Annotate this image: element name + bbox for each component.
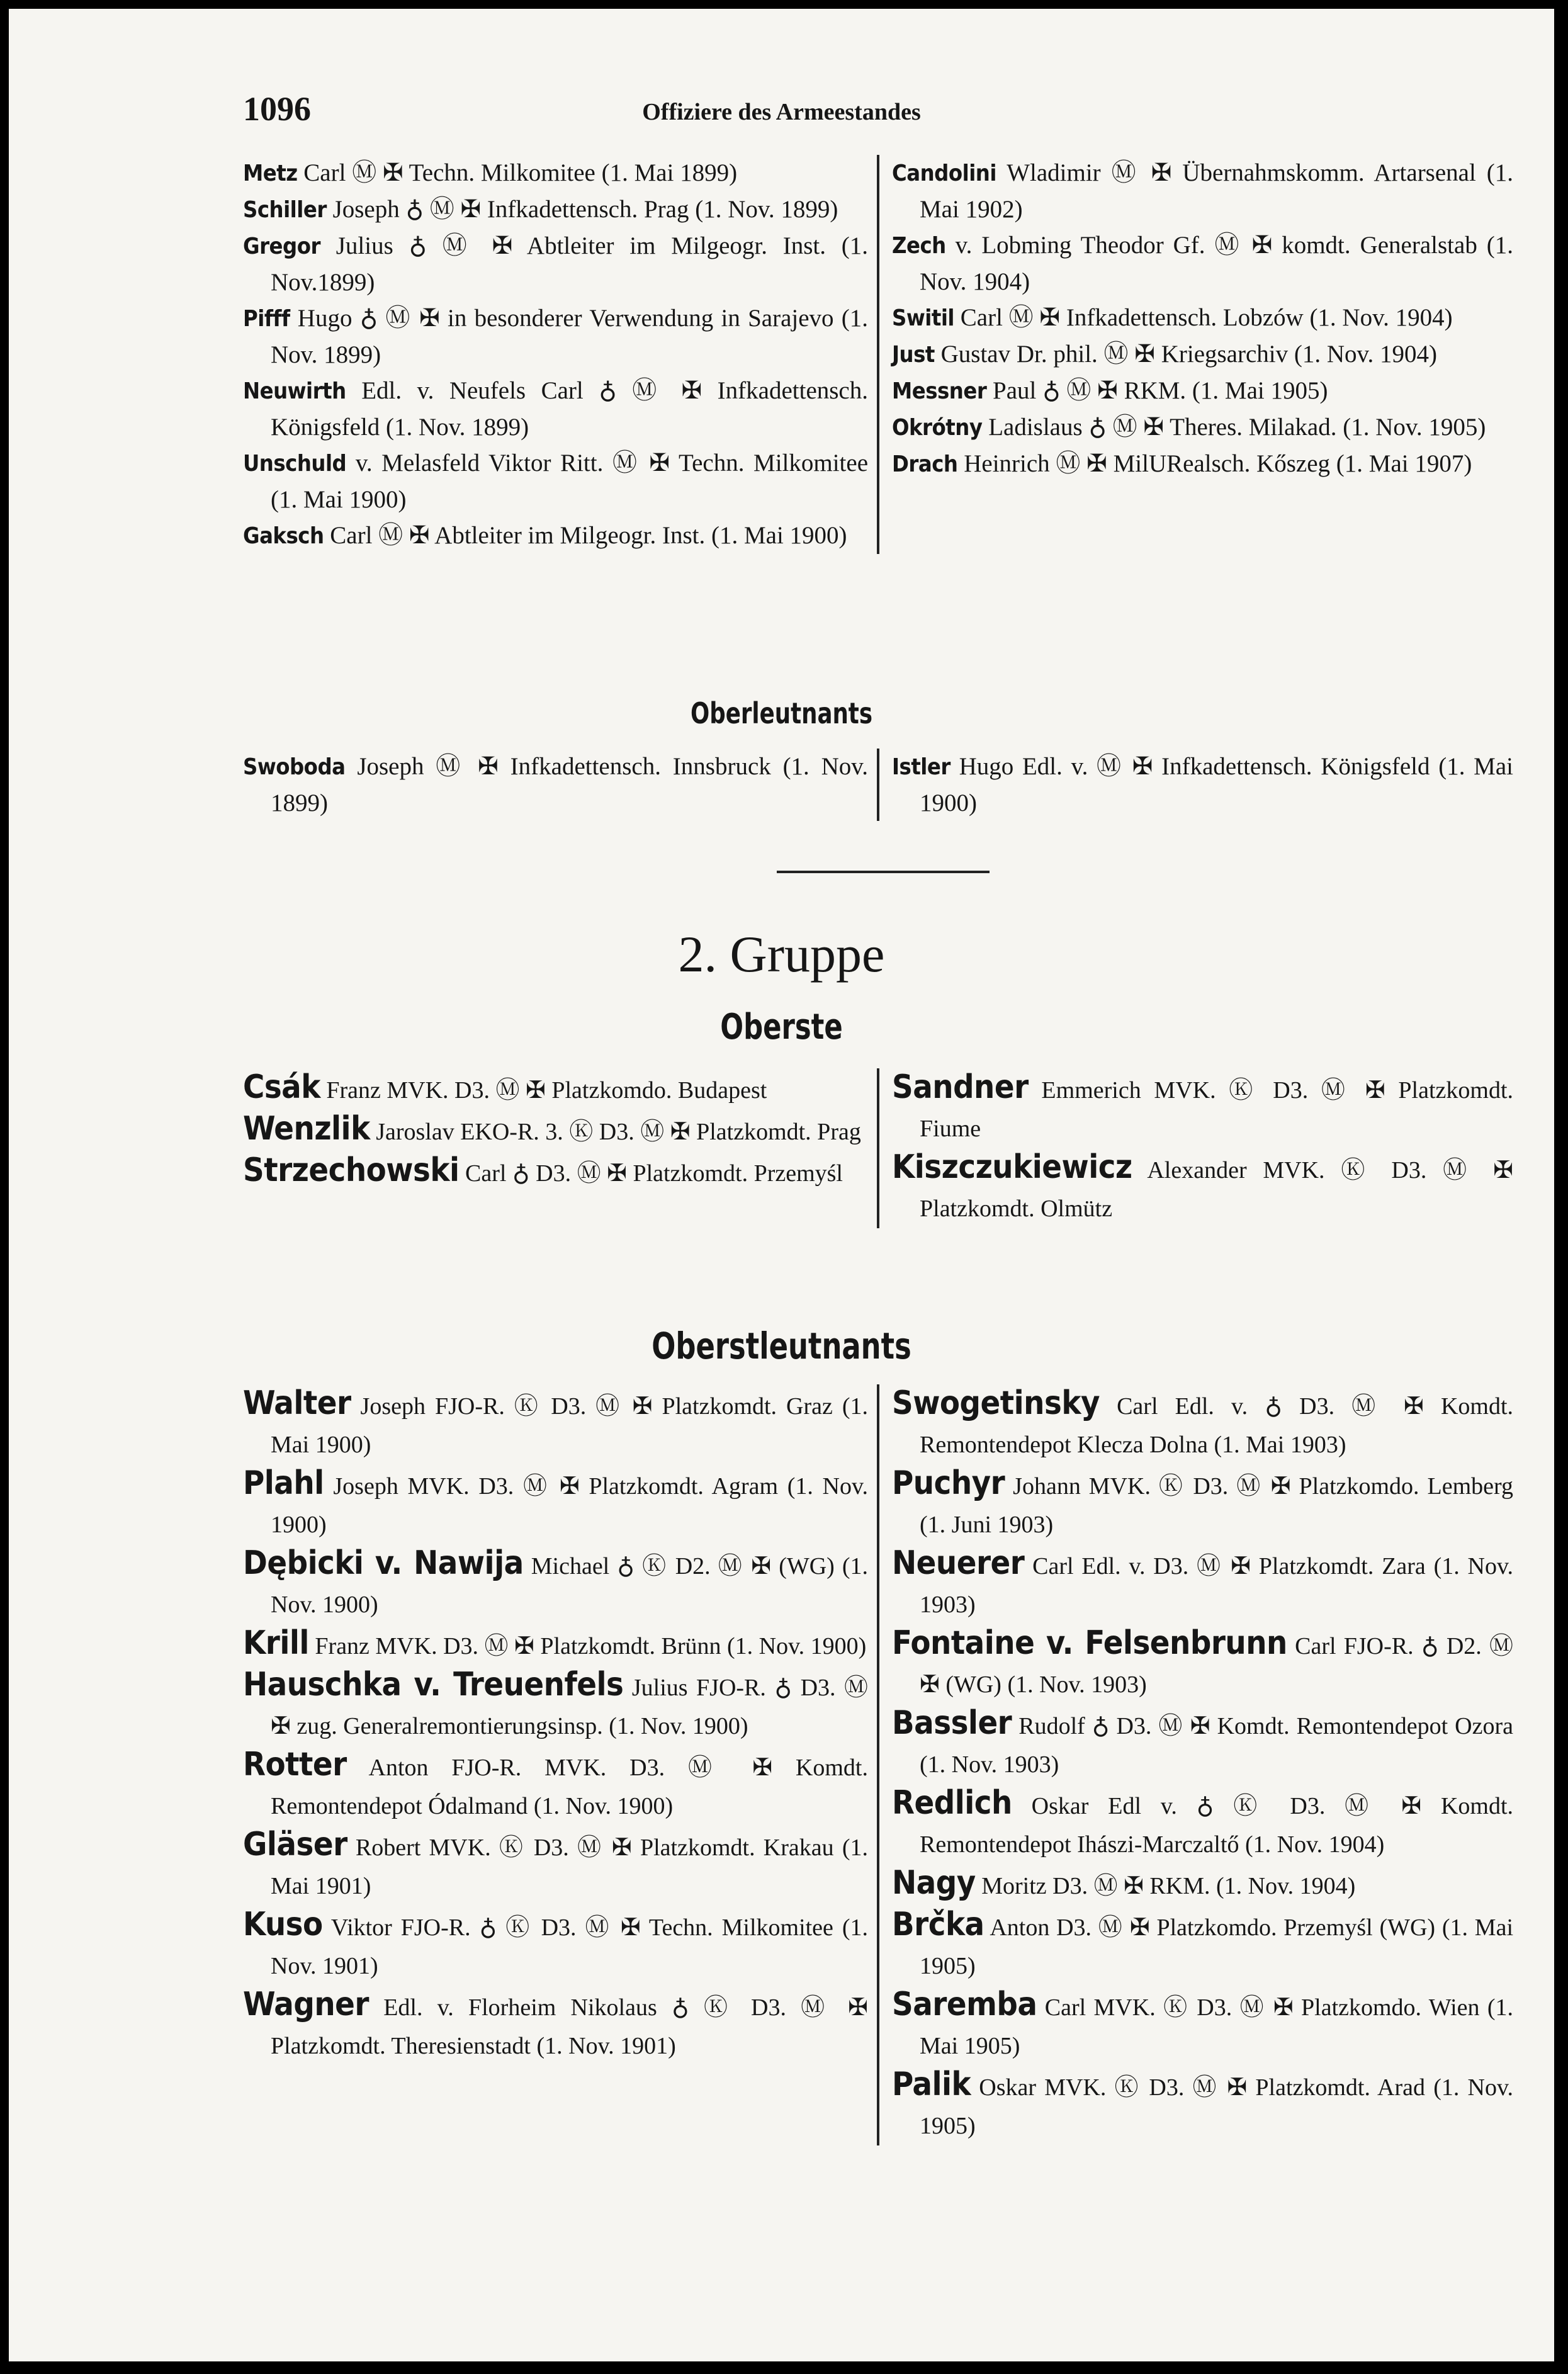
officer-details: Wladimir Ⓜ ✠ Übernahmskomm. Artarsenal (1. Mai 1902) — [920, 159, 1513, 223]
officer-details: Joseph Ⓜ ✠ Infkadettensch. Innsbruck (1. Nov. 1899) — [271, 753, 868, 817]
roster-entry — [243, 749, 868, 821]
section-rule — [777, 871, 990, 873]
officer-surname: Messner — [892, 378, 987, 404]
right-column — [879, 155, 1513, 554]
roster-entry — [892, 1624, 1513, 1704]
roster-entry — [243, 1384, 868, 1464]
roster-entry — [243, 1826, 868, 1906]
officer-surname: Dębicki v. Nawija — [243, 1544, 524, 1582]
officer-surname: Strzechowski — [243, 1151, 460, 1189]
officer-surname: Gregor — [243, 234, 320, 259]
officer-details: Hugo ♁ Ⓜ ✠ in besonderer Verwendung in Sarajevo (1. Nov. 1899) — [271, 305, 868, 368]
roster-entry — [892, 1864, 1513, 1906]
officer-details: Oskar MVK. Ⓚ D3. Ⓜ ✠ Platzkomdt. Arad (1. Nov. 1905) — [920, 2074, 1513, 2139]
left-column — [243, 1068, 877, 1228]
officer-surname: Drach — [892, 451, 958, 477]
roster-entry — [892, 1986, 1513, 2066]
officer-surname: Unschuld — [243, 451, 347, 477]
officer-details: Robert MVK. Ⓚ D3. Ⓜ ✠ Platzkomdt. Krakau (1. Mai 1901) — [271, 1834, 868, 1899]
officer-details: Ladislaus ♁ Ⓜ ✠ Theres. Milakad. (1. Nov. 1905) — [988, 414, 1486, 441]
officer-details: Paul ♁ Ⓜ ✠ RKM. (1. Mai 1905) — [993, 377, 1328, 404]
section-heading-oberleutnants: Oberleutnants — [690, 696, 873, 730]
roster-entry — [892, 1906, 1513, 1986]
officer-surname: Puchyr — [892, 1464, 1005, 1502]
running-head: Offiziere des Armeestandes — [642, 99, 921, 125]
left-column — [243, 155, 877, 554]
roster-entry — [892, 749, 1513, 821]
roster-entry — [892, 155, 1513, 227]
officer-details: Emmerich MVK. Ⓚ D3. Ⓜ ✠ Platzkomdt. Fiume — [920, 1077, 1514, 1142]
officer-surname: Wagner — [243, 1986, 369, 2023]
officer-surname: Redlich — [892, 1784, 1012, 1822]
roster-entry — [243, 1746, 868, 1826]
officer-details: Oskar Edl v. ♁ Ⓚ D3. Ⓜ ✠ Komdt. Remontendepot Ihászi-Marczaltő (1. Nov. 1904) — [920, 1793, 1514, 1858]
roster-entry — [243, 373, 868, 445]
officer-surname: Sandner — [892, 1068, 1029, 1106]
roster-entry — [892, 1544, 1513, 1624]
section-heading-oberste: Oberste — [720, 1007, 843, 1048]
officer-details: Edl. v. Florheim Nikolaus ♁ Ⓚ D3. Ⓜ ✠ Platzkomdt. Theresienstadt (1. Nov. 1901) — [271, 1994, 869, 2059]
officer-details: Anton FJO-R. MVK. D3. Ⓜ ✠ Komdt. Remontendepot Ódalmand (1. Nov. 1900) — [271, 1755, 868, 1819]
officer-surname: Just — [892, 342, 935, 368]
officer-surname: Istler — [892, 754, 950, 780]
officer-details: Carl Ⓜ ✠ Abtleiter im Milgeogr. Inst. (1. Mai 1900) — [330, 522, 847, 549]
section-leutnants-list — [243, 155, 1513, 554]
section-oberstleutnants-list — [243, 1384, 1513, 2145]
officer-surname: Kuso — [243, 1906, 323, 1943]
officer-details: Viktor FJO-R. ♁ Ⓚ D3. Ⓜ ✠ Techn. Milkomitee (1. Nov. 1901) — [271, 1914, 868, 1979]
officer-surname: Gaksch — [243, 523, 324, 549]
officer-details: Joseph FJO-R. Ⓚ D3. Ⓜ ✠ Platzkomdt. Graz (1. Mai 1900) — [271, 1393, 869, 1458]
officer-details: Joseph ♁ Ⓜ ✠ Infkadettensch. Prag (1. Nov. 1899) — [332, 196, 838, 223]
right-column — [879, 1068, 1513, 1228]
officer-surname: Swogetinsky — [892, 1384, 1100, 1422]
officer-details: Heinrich Ⓜ ✠ MilURealsch. Kőszeg (1. Mai 1907) — [964, 450, 1472, 477]
group-heading: 2. Gruppe — [678, 925, 885, 983]
roster-entry — [243, 445, 868, 517]
officer-details: Carl Edl. v. ♁ D3. Ⓜ ✠ Komdt. Remontendepot Klecza Dolna (1. Mai 1903) — [920, 1393, 1514, 1458]
section-oberste-list — [243, 1068, 1513, 1228]
officer-details: Michael ♁ Ⓚ D2. Ⓜ ✠ (WG) (1. Nov. 1900) — [271, 1553, 869, 1618]
officer-surname: Neuerer — [892, 1544, 1025, 1582]
officer-surname: Swoboda — [243, 754, 346, 780]
right-column — [879, 749, 1513, 821]
roster-entry — [892, 1784, 1513, 1864]
roster-entry — [243, 1464, 868, 1544]
officer-surname: Hauschka v. Treuenfels — [243, 1666, 624, 1704]
officer-surname: Schiller — [243, 197, 327, 223]
roster-entry — [892, 1704, 1513, 1784]
officer-details: Carl Ⓜ ✠ Techn. Milkomitee (1. Mai 1899) — [303, 159, 738, 186]
officer-details: Carl Ⓜ ✠ Infkadettensch. Lobzów (1. Nov. 1904) — [960, 304, 1453, 331]
officer-details: Julius FJO-R. ♁ D3. Ⓜ ✠ zug. Generalremontierungsinsp. (1. Nov. 1900) — [271, 1675, 869, 1739]
roster-entry — [892, 300, 1513, 336]
officer-surname: Saremba — [892, 1986, 1037, 2023]
officer-surname: Krill — [243, 1624, 309, 1662]
roster-entry — [243, 228, 868, 300]
roster-entry — [892, 1148, 1513, 1228]
officer-details: Jaroslav EKO-R. 3. Ⓚ D3. Ⓜ ✠ Platzkomdt. Prag — [376, 1119, 861, 1145]
roster-entry — [243, 1068, 868, 1110]
officer-details: Alexander MVK. Ⓚ D3. Ⓜ ✠ Platzkomdt. Olmütz — [920, 1157, 1513, 1222]
officer-surname: Kiszczukiewicz — [892, 1148, 1132, 1186]
officer-details: v. Melasfeld Viktor Ritt. Ⓜ ✠ Techn. Milkomitee (1. Mai 1900) — [271, 449, 869, 513]
officer-details: Joseph MVK. D3. Ⓜ ✠ Platzkomdt. Agram (1. Nov. 1900) — [271, 1473, 868, 1538]
officer-surname: Switil — [892, 305, 955, 331]
officer-surname: Csák — [243, 1068, 320, 1106]
officer-details: Carl ♁ D3. Ⓜ ✠ Platzkomdt. Przemyśl — [465, 1160, 843, 1187]
officer-details: Franz MVK. D3. Ⓜ ✠ Platzkomdt. Brünn (1. Nov. 1900) — [315, 1633, 867, 1659]
roster-entry — [892, 446, 1513, 482]
roster-entry — [243, 1110, 868, 1151]
officer-surname: Nagy — [892, 1864, 976, 1902]
officer-surname: Okrótny — [892, 415, 983, 441]
officer-details: Carl Edl. v. D3. Ⓜ ✠ Platzkomdt. Zara (1. Nov. 1903) — [920, 1553, 1513, 1618]
officer-details: Hugo Edl. v. Ⓜ ✠ Infkadettensch. Königsfeld (1. Mai 1900) — [920, 753, 1514, 817]
officer-surname: Gläser — [243, 1826, 347, 1863]
page — [9, 9, 1554, 2361]
officer-details: Moritz D3. Ⓜ ✠ RKM. (1. Nov. 1904) — [981, 1873, 1356, 1899]
officer-surname: Metz — [243, 161, 298, 186]
officer-surname: Candolini — [892, 161, 996, 186]
section-heading-oberstleutnants: Oberstleutnants — [651, 1325, 911, 1367]
roster-entry — [243, 1624, 868, 1666]
officer-surname: Neuwirth — [243, 378, 346, 404]
officer-details: Anton D3. Ⓜ ✠ Platzkomdo. Przemyśl (WG) (1. Mai 1905) — [920, 1914, 1514, 1979]
officer-details: Franz MVK. D3. Ⓜ ✠ Platzkomdo. Budapest — [326, 1077, 767, 1104]
officer-details: Johann MVK. Ⓚ D3. Ⓜ ✠ Platzkomdo. Lemberg (1. Juni 1903) — [920, 1473, 1513, 1538]
roster-entry — [892, 409, 1513, 446]
officer-surname: Pifff — [243, 306, 290, 332]
roster-entry — [243, 1906, 868, 1986]
officer-details: Gustav Dr. phil. Ⓜ ✠ Kriegsarchiv (1. Nov. 1904) — [940, 341, 1437, 368]
section-oberleutnants-list — [243, 749, 1513, 821]
officer-surname: Palik — [892, 2066, 971, 2103]
officer-surname: Plahl — [243, 1464, 324, 1502]
roster-entry — [243, 300, 868, 373]
roster-entry — [243, 191, 868, 228]
officer-details: Rudolf ♁ D3. Ⓜ ✠ Komdt. Remontendepot Ozora (1. Nov. 1903) — [920, 1713, 1514, 1778]
left-column — [243, 1384, 877, 2145]
officer-surname: Wenzlik — [243, 1110, 370, 1148]
right-column — [879, 1384, 1513, 2145]
roster-entry — [892, 1464, 1513, 1544]
roster-entry — [243, 1666, 868, 1746]
roster-entry — [243, 1986, 868, 2066]
roster-entry — [243, 1151, 868, 1193]
officer-details: Carl FJO-R. ♁ D2. Ⓜ ✠ (WG) (1. Nov. 1903) — [920, 1633, 1514, 1698]
officer-surname: Brčka — [892, 1906, 984, 1943]
roster-entry — [243, 1544, 868, 1624]
officer-surname: Rotter — [243, 1746, 347, 1783]
officer-details: Carl MVK. Ⓚ D3. Ⓜ ✠ Platzkomdo. Wien (1. Mai 1905) — [920, 1994, 1514, 2059]
officer-surname: Bassler — [892, 1704, 1012, 1742]
roster-entry — [892, 1068, 1513, 1148]
roster-entry — [892, 336, 1513, 373]
officer-details: v. Lobming Theodor Gf. Ⓜ ✠ komdt. Generalstab (1. Nov. 1904) — [920, 232, 1514, 295]
roster-entry — [892, 2066, 1513, 2145]
officer-surname: Walter — [243, 1384, 351, 1422]
officer-surname: Fontaine v. Felsenbrunn — [892, 1624, 1287, 1662]
left-column — [243, 749, 877, 821]
roster-entry — [892, 1384, 1513, 1464]
officer-details: Julius ♁ Ⓜ ✠ Abtleiter im Milgeogr. Inst. (1. Nov.1899) — [271, 232, 869, 296]
officer-details: Edl. v. Neufels Carl ♁ Ⓜ ✠ Infkadettensch. Königsfeld (1. Nov. 1899) — [271, 377, 868, 441]
page-number: 1096 — [243, 90, 311, 128]
officer-surname: Zech — [892, 233, 946, 259]
roster-entry — [243, 517, 868, 554]
roster-entry — [243, 155, 868, 191]
roster-entry — [892, 227, 1513, 300]
roster-entry — [892, 373, 1513, 409]
